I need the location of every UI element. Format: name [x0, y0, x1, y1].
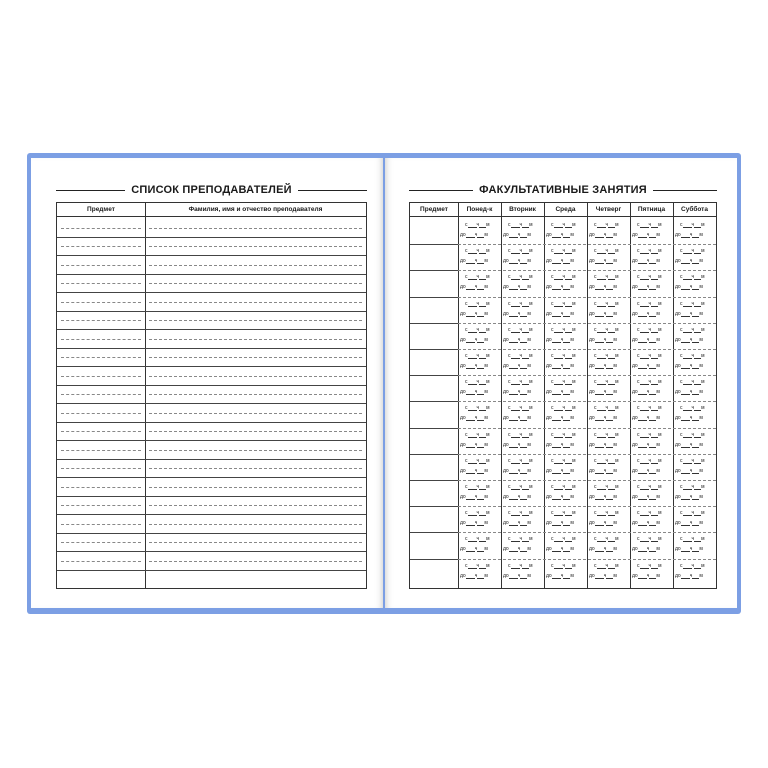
table-row-line: [410, 375, 458, 376]
time-slot-to[interactable]: до ч м: [546, 284, 574, 291]
column-divider: [145, 203, 146, 588]
table-row-line-dashed: [458, 454, 716, 455]
time-slot-to[interactable]: до ч м: [675, 363, 703, 369]
time-slot-from[interactable]: с ч м: [551, 326, 576, 333]
time-slot-from[interactable]: с ч м: [551, 457, 576, 464]
time-slot-to[interactable]: до ч м: [503, 546, 531, 553]
row-guide-dashed: [149, 320, 362, 321]
row-guide-dashed: [61, 468, 141, 469]
row-guide-dashed: [61, 505, 141, 506]
time-slot-from[interactable]: с ч м: [508, 300, 533, 307]
row-guide-dashed: [149, 524, 362, 525]
row-guide-dashed: [61, 561, 141, 562]
table-row-line-dashed: [458, 506, 716, 507]
time-slot-to[interactable]: до ч м: [632, 258, 660, 265]
row-guide-dashed: [149, 246, 362, 247]
table-row-line: [57, 533, 366, 534]
time-slot-to[interactable]: до ч м: [675, 336, 703, 343]
time-slot-to[interactable]: до ч м: [632, 467, 660, 474]
time-slot-from[interactable]: с ч м: [594, 300, 619, 307]
time-slot-to[interactable]: до ч м: [546, 494, 574, 500]
time-slot-from[interactable]: с ч м: [594, 405, 619, 412]
time-slot-from[interactable]: с ч м: [594, 379, 619, 386]
table-row-line: [410, 506, 458, 507]
table-row-line: [57, 329, 366, 330]
time-slot-to[interactable]: до ч м: [503, 389, 531, 396]
time-slot-to[interactable]: до ч м: [675, 520, 703, 527]
time-slot-from[interactable]: с ч м: [465, 379, 490, 386]
row-guide-dashed: [149, 228, 362, 229]
time-slot-to[interactable]: до ч м: [460, 572, 488, 579]
table-row-line: [410, 480, 458, 481]
time-slot-from[interactable]: с ч м: [637, 405, 662, 412]
time-slot-from[interactable]: с ч м: [508, 379, 533, 386]
table-row-line: [57, 292, 366, 293]
time-slot-from[interactable]: с ч м: [637, 274, 662, 281]
time-slot-from[interactable]: с ч м: [637, 536, 662, 543]
time-slot-to[interactable]: до ч м: [589, 467, 617, 474]
row-guide-dashed: [61, 228, 141, 229]
time-slot-from[interactable]: с ч м: [465, 510, 490, 517]
time-slot-from[interactable]: с ч м: [465, 536, 490, 543]
time-slot-to[interactable]: до ч м: [546, 310, 574, 317]
row-guide-dashed: [149, 542, 362, 543]
time-slot-from[interactable]: с ч м: [508, 510, 533, 517]
time-slot-from[interactable]: с ч м: [465, 484, 490, 490]
table-row-line-dashed: [458, 401, 716, 402]
time-slot-to[interactable]: до ч м: [675, 310, 703, 317]
time-slot-to[interactable]: до ч м: [675, 572, 703, 579]
teachers-table-header: [57, 203, 366, 217]
time-slot-from[interactable]: с ч м: [680, 248, 705, 255]
time-slot-to[interactable]: до ч м: [632, 336, 660, 343]
table-row-line: [410, 349, 458, 350]
right-page-title-row: [409, 184, 717, 196]
table-row-line: [410, 244, 458, 245]
table-row-line: [57, 348, 366, 349]
time-slot-to[interactable]: до ч м: [632, 363, 660, 369]
header-wednesday: Среда: [555, 206, 576, 213]
time-slot-from[interactable]: с ч м: [551, 536, 576, 543]
row-guide-dashed: [149, 450, 362, 451]
row-guide-dashed: [61, 320, 141, 321]
time-slot-from[interactable]: с ч м: [465, 562, 490, 569]
time-slot-to[interactable]: до ч м: [460, 284, 488, 291]
table-row-line-dashed: [458, 323, 716, 324]
row-guide-dashed: [149, 283, 362, 284]
time-slot-to[interactable]: до ч м: [503, 310, 531, 317]
row-guide-dashed: [149, 431, 362, 432]
row-guide-dashed: [149, 468, 362, 469]
row-guide-dashed: [61, 450, 141, 451]
column-divider: [673, 203, 674, 588]
time-slot-to[interactable]: до ч м: [503, 467, 531, 474]
time-slot-from[interactable]: с ч м: [508, 274, 533, 281]
time-slot-to[interactable]: до ч м: [546, 336, 574, 343]
table-row-line: [410, 559, 458, 560]
time-slot-to[interactable]: до ч м: [632, 494, 660, 500]
time-slot-from[interactable]: с ч м: [508, 536, 533, 543]
time-slot-to[interactable]: до ч м: [632, 415, 660, 422]
row-guide-dashed: [149, 561, 362, 562]
table-row-line: [57, 440, 366, 441]
time-slot-to[interactable]: до ч м: [589, 389, 617, 396]
row-guide-dashed: [61, 413, 141, 414]
time-slot-from[interactable]: с ч м: [551, 431, 576, 438]
time-slot-from[interactable]: с ч м: [508, 248, 533, 255]
row-guide-dashed: [61, 542, 141, 543]
time-slot-from[interactable]: с ч м: [465, 274, 490, 281]
table-row-line: [57, 403, 366, 404]
time-slot-from[interactable]: с ч м: [508, 405, 533, 412]
time-slot-to[interactable]: до ч м: [460, 363, 488, 369]
time-slot-to[interactable]: до ч м: [675, 441, 703, 448]
table-row-line: [57, 366, 366, 367]
time-slot-to[interactable]: до ч м: [589, 441, 617, 448]
left-page: [31, 158, 383, 608]
time-slot-to[interactable]: до ч м: [460, 467, 488, 474]
time-slot-from[interactable]: с ч м: [680, 379, 705, 386]
left-page-title: СПИСОК ПРЕПОДАВАТЕЛЕЙ: [131, 184, 292, 196]
table-row-line-dashed: [458, 349, 716, 350]
time-slot-to[interactable]: до ч м: [589, 363, 617, 369]
time-slot-from[interactable]: с ч м: [680, 405, 705, 412]
time-slot-from[interactable]: с ч м: [680, 353, 705, 359]
table-row-line: [410, 270, 458, 271]
right-page: [385, 158, 737, 608]
time-slot-from[interactable]: с ч м: [465, 248, 490, 255]
header-teacher-name: Фамилия, имя и отчество преподавателя: [188, 206, 323, 213]
time-slot-to[interactable]: до ч м: [632, 546, 660, 553]
time-slot-from[interactable]: с ч м: [508, 222, 533, 228]
time-slot-from[interactable]: с ч м: [680, 562, 705, 569]
time-slot-from[interactable]: с ч м: [551, 405, 576, 412]
row-guide-dashed: [149, 265, 362, 266]
time-slot-to[interactable]: до ч м: [632, 284, 660, 291]
time-slot-from[interactable]: с ч м: [465, 222, 490, 228]
time-slot-from[interactable]: с ч м: [637, 326, 662, 333]
time-slot-from[interactable]: с ч м: [637, 353, 662, 359]
time-slot-from[interactable]: с ч м: [508, 353, 533, 359]
electives-table: [409, 202, 717, 589]
table-row-line: [57, 514, 366, 515]
time-slot-to[interactable]: до ч м: [546, 441, 574, 448]
time-slot-to[interactable]: до ч м: [589, 232, 617, 238]
table-row-line-dashed: [458, 532, 716, 533]
time-slot-to[interactable]: до ч м: [460, 389, 488, 396]
time-slot-to[interactable]: до ч м: [589, 415, 617, 422]
time-slot-from[interactable]: с ч м: [637, 248, 662, 255]
time-slot-to[interactable]: до ч м: [589, 336, 617, 343]
time-slot-to[interactable]: до ч м: [546, 389, 574, 396]
row-guide-dashed: [61, 487, 141, 488]
time-slot-to[interactable]: до ч м: [589, 494, 617, 500]
time-slot-from[interactable]: с ч м: [551, 562, 576, 569]
table-row-line: [57, 385, 366, 386]
time-slot-from[interactable]: с ч м: [465, 326, 490, 333]
time-slot-to[interactable]: до ч м: [589, 520, 617, 527]
table-row-line: [57, 459, 366, 460]
time-slot-from[interactable]: с ч м: [637, 457, 662, 464]
row-guide-dashed: [61, 283, 141, 284]
time-slot-to[interactable]: до ч м: [503, 363, 531, 369]
time-slot-from[interactable]: с ч м: [680, 222, 705, 228]
electives-table-header: [410, 203, 716, 217]
time-slot-to[interactable]: до ч м: [503, 572, 531, 579]
time-slot-to[interactable]: до ч м: [675, 494, 703, 500]
time-slot-to[interactable]: до ч м: [460, 232, 488, 238]
time-slot-from[interactable]: с ч м: [637, 431, 662, 438]
time-slot-to[interactable]: до ч м: [546, 572, 574, 579]
time-slot-from[interactable]: с ч м: [594, 222, 619, 228]
time-slot-to[interactable]: до ч м: [675, 258, 703, 265]
row-guide-dashed: [149, 394, 362, 395]
time-slot-to[interactable]: до ч м: [460, 336, 488, 343]
row-guide-dashed: [149, 302, 362, 303]
time-slot-to[interactable]: до ч м: [460, 546, 488, 553]
time-slot-from[interactable]: с ч м: [508, 326, 533, 333]
time-slot-from[interactable]: с ч м: [508, 484, 533, 490]
time-slot-to[interactable]: до ч м: [632, 520, 660, 527]
time-slot-to[interactable]: до ч м: [675, 467, 703, 474]
time-slot-from[interactable]: с ч м: [508, 431, 533, 438]
time-slot-to[interactable]: до ч м: [632, 389, 660, 396]
time-slot-from[interactable]: с ч м: [680, 326, 705, 333]
table-row-line: [410, 428, 458, 429]
table-row-line: [57, 496, 366, 497]
time-slot-from[interactable]: с ч м: [465, 300, 490, 307]
table-row-line-dashed: [458, 375, 716, 376]
table-row-line: [57, 570, 366, 571]
time-slot-from[interactable]: с ч м: [637, 300, 662, 307]
header-tuesday: Вторник: [509, 206, 536, 213]
time-slot-to[interactable]: до ч м: [632, 572, 660, 579]
time-slot-from[interactable]: с ч м: [637, 222, 662, 228]
time-slot-from[interactable]: с ч м: [594, 274, 619, 281]
time-slot-from[interactable]: с ч м: [594, 536, 619, 543]
time-slot-from[interactable]: с ч м: [637, 484, 662, 490]
time-slot-to[interactable]: до ч м: [546, 363, 574, 369]
row-guide-dashed: [61, 524, 141, 525]
time-slot-from[interactable]: с ч м: [594, 562, 619, 569]
time-slot-from[interactable]: с ч м: [594, 353, 619, 359]
time-slot-to[interactable]: до ч м: [546, 415, 574, 422]
column-divider: [630, 203, 631, 588]
time-slot-from[interactable]: с ч м: [637, 510, 662, 517]
time-slot-to[interactable]: до ч м: [675, 284, 703, 291]
time-slot-from[interactable]: с ч м: [594, 510, 619, 517]
time-slot-to[interactable]: до ч м: [632, 441, 660, 448]
time-slot-from[interactable]: с ч м: [680, 274, 705, 281]
time-slot-from[interactable]: с ч м: [637, 562, 662, 569]
time-slot-from[interactable]: с ч м: [551, 484, 576, 490]
column-divider: [587, 203, 588, 588]
header-friday: Пятница: [637, 206, 666, 213]
time-slot-to[interactable]: до ч м: [632, 310, 660, 317]
row-guide-dashed: [149, 413, 362, 414]
time-slot-from[interactable]: с ч м: [594, 248, 619, 255]
time-slot-from[interactable]: с ч м: [680, 300, 705, 307]
time-slot-from[interactable]: с ч м: [551, 353, 576, 359]
row-guide-dashed: [149, 357, 362, 358]
table-row-line: [410, 454, 458, 455]
time-slot-to[interactable]: до ч м: [460, 441, 488, 448]
time-slot-from[interactable]: с ч м: [551, 510, 576, 517]
table-row-line: [410, 323, 458, 324]
time-slot-from[interactable]: с ч м: [465, 405, 490, 412]
time-slot-from[interactable]: с ч м: [508, 457, 533, 464]
table-row-line: [410, 401, 458, 402]
time-slot-to[interactable]: до ч м: [503, 258, 531, 265]
time-slot-to[interactable]: до ч м: [675, 232, 703, 238]
table-row-line: [410, 297, 458, 298]
time-slot-from[interactable]: с ч м: [508, 562, 533, 569]
time-slot-from[interactable]: с ч м: [680, 484, 705, 490]
time-slot-to[interactable]: до ч м: [503, 336, 531, 343]
time-slot-from[interactable]: с ч м: [551, 248, 576, 255]
time-slot-from[interactable]: с ч м: [551, 222, 576, 228]
time-slot-from[interactable]: с ч м: [680, 457, 705, 464]
row-guide-dashed: [61, 246, 141, 247]
time-slot-from[interactable]: с ч м: [594, 431, 619, 438]
time-slot-from[interactable]: с ч м: [680, 431, 705, 438]
time-slot-to[interactable]: до ч м: [546, 546, 574, 553]
row-guide-dashed: [61, 431, 141, 432]
table-row-line-dashed: [458, 480, 716, 481]
table-row-line-dashed: [458, 428, 716, 429]
row-guide-dashed: [149, 505, 362, 506]
row-guide-dashed: [61, 394, 141, 395]
time-slot-to[interactable]: до ч м: [589, 284, 617, 291]
time-slot-from[interactable]: с ч м: [637, 379, 662, 386]
time-slot-to[interactable]: до ч м: [460, 415, 488, 422]
time-slot-to[interactable]: до ч м: [675, 546, 703, 553]
table-row-line: [57, 255, 366, 256]
left-page-title-row: [56, 184, 367, 196]
time-slot-to[interactable]: до ч м: [589, 258, 617, 265]
column-divider: [544, 203, 545, 588]
time-slot-from[interactable]: с ч м: [594, 326, 619, 333]
time-slot-from[interactable]: с ч м: [551, 274, 576, 281]
time-slot-to[interactable]: до ч м: [675, 389, 703, 396]
right-page-title: ФАКУЛЬТАТИВНЫЕ ЗАНЯТИЯ: [479, 184, 647, 196]
time-slot-to[interactable]: до ч м: [460, 494, 488, 500]
time-slot-to[interactable]: до ч м: [589, 546, 617, 553]
time-slot-to[interactable]: до ч м: [503, 415, 531, 422]
time-slot-to[interactable]: до ч м: [503, 520, 531, 527]
row-guide-dashed: [149, 376, 362, 377]
time-slot-from[interactable]: с ч м: [551, 379, 576, 386]
time-slot-to[interactable]: до ч м: [632, 232, 660, 238]
row-guide-dashed: [61, 339, 141, 340]
row-guide-dashed: [61, 376, 141, 377]
time-slot-to[interactable]: до ч м: [589, 572, 617, 579]
time-slot-to[interactable]: до ч м: [589, 310, 617, 317]
table-row-line: [57, 311, 366, 312]
time-slot-to[interactable]: до ч м: [546, 467, 574, 474]
time-slot-to[interactable]: до ч м: [460, 520, 488, 527]
time-slot-to[interactable]: до ч м: [460, 258, 488, 265]
table-row-line: [410, 532, 458, 533]
time-slot-to[interactable]: до ч м: [546, 232, 574, 238]
row-guide-dashed: [61, 357, 141, 358]
row-guide-dashed: [61, 265, 141, 266]
time-slot-from[interactable]: с ч м: [680, 510, 705, 517]
table-row-line-dashed: [458, 270, 716, 271]
time-slot-from[interactable]: с ч м: [680, 536, 705, 543]
table-row-line: [57, 274, 366, 275]
time-slot-to[interactable]: до ч м: [546, 520, 574, 527]
time-slot-to[interactable]: до ч м: [503, 232, 531, 238]
time-slot-to[interactable]: до ч м: [675, 415, 703, 422]
table-row-line-dashed: [458, 559, 716, 560]
header-monday: Понед-к: [466, 206, 493, 213]
time-slot-from[interactable]: с ч м: [465, 353, 490, 359]
row-guide-dashed: [149, 339, 362, 340]
header-saturday: Суббота: [681, 206, 708, 213]
row-guide-dashed: [61, 302, 141, 303]
table-row-line: [57, 551, 366, 552]
row-guide-dashed: [149, 487, 362, 488]
table-row-line: [57, 422, 366, 423]
column-divider: [501, 203, 502, 588]
time-slot-from[interactable]: с ч м: [594, 457, 619, 464]
table-row-line: [57, 477, 366, 478]
header-subject: Предмет: [420, 206, 448, 213]
time-slot-from[interactable]: с ч м: [594, 484, 619, 490]
table-row-line-dashed: [458, 297, 716, 298]
table-row-line: [57, 237, 366, 238]
column-divider: [458, 203, 459, 588]
table-row-line-dashed: [458, 244, 716, 245]
time-slot-from[interactable]: с ч м: [551, 300, 576, 307]
time-slot-to[interactable]: до ч м: [503, 494, 531, 500]
time-slot-from[interactable]: с ч м: [465, 431, 490, 438]
time-slot-from[interactable]: с ч м: [465, 457, 490, 464]
time-slot-to[interactable]: до ч м: [503, 441, 531, 448]
teachers-table: [56, 202, 367, 589]
time-slot-to[interactable]: до ч м: [546, 258, 574, 265]
time-slot-to[interactable]: до ч м: [460, 310, 488, 317]
header-thursday: Четверг: [595, 206, 622, 213]
time-slot-to[interactable]: до ч м: [503, 284, 531, 291]
header-subject: Предмет: [87, 206, 115, 213]
